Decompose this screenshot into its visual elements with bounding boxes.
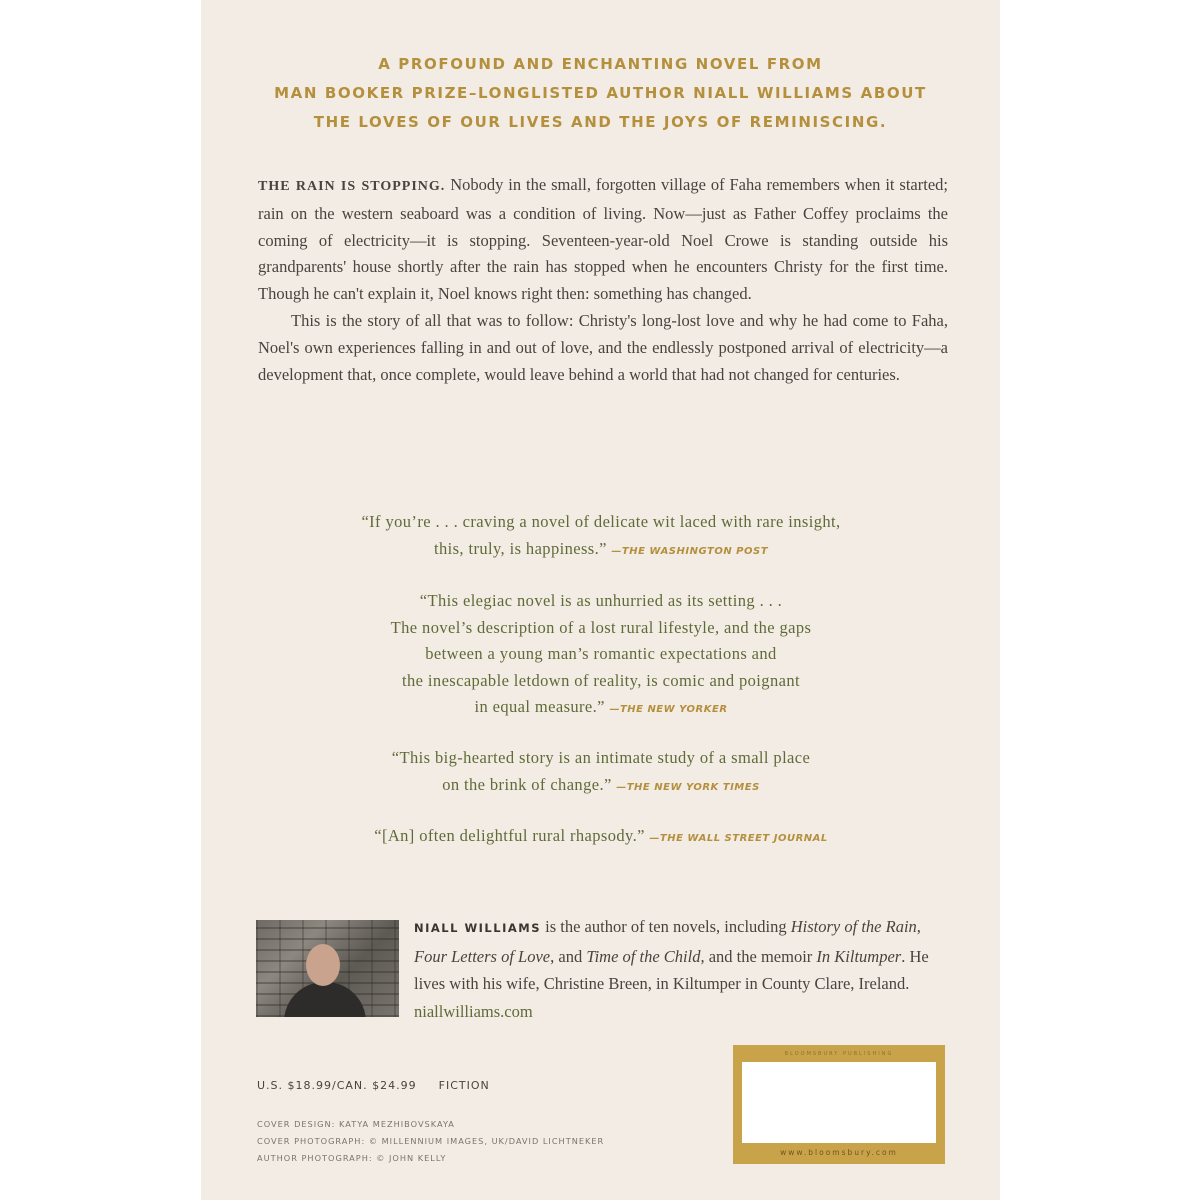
quote-source: —THE WALL STREET JOURNAL <box>649 833 828 844</box>
quote-line: “[An] often delightful rural rhapsody.” <box>374 826 645 845</box>
review-quote-washington-post <box>241 509 961 565</box>
quote-line: the inescapable letdown of reality, is comic and poignant <box>402 670 800 690</box>
book-title: History of the Rain <box>790 917 917 936</box>
headline-line: A PROFOUND AND ENCHANTING NOVEL FROM <box>378 55 823 73</box>
publisher-text: BLOOMSBURY PUBLISHING <box>784 1051 894 1057</box>
book-title: Time of the Child <box>586 946 701 966</box>
bio-text: , and <box>550 946 587 966</box>
book-title: In Kiltumper <box>816 946 902 966</box>
genre: FICTION <box>438 1079 490 1092</box>
book-title: Four Letters of Love <box>414 946 551 966</box>
author-bio <box>414 913 946 1025</box>
quote-line: The novel’s description of a lost rural lifestyle, and the gaps <box>390 617 812 637</box>
headline-line: THE LOVES OF OUR LIVES AND THE JOYS OF REMINISCING. <box>313 113 888 131</box>
credit-line: AUTHOR PHOTOGRAPH: © JOHN KELLY <box>257 1153 447 1164</box>
review-quote-new-yorker <box>241 588 961 724</box>
barcode-area <box>742 1062 936 1143</box>
bio-text: , and the memoir <box>700 946 817 966</box>
quote-line: “This big-hearted story is an intimate study of a small place <box>391 748 811 767</box>
review-quote-new-york-times <box>241 745 961 801</box>
author-figure-head <box>306 944 340 986</box>
synopsis-paragraph <box>258 172 948 308</box>
headline-line: MAN BOOKER PRIZE–LONGLISTED AUTHOR NIALL WILLIAMS ABOUT <box>274 84 927 102</box>
author-website-link[interactable]: niallwilliams.com <box>414 1001 533 1021</box>
quote-source: —THE NEW YORK TIMES <box>616 781 760 793</box>
barcode-box <box>733 1045 945 1164</box>
quote-line: between a young man’s romantic expectations and <box>425 644 777 663</box>
price: U.S. $18.99/CAN. $24.99 <box>257 1079 417 1092</box>
quote-line: in equal measure.” <box>474 697 605 716</box>
author-name: NIALL WILLIAMS <box>414 921 541 935</box>
author-photo <box>256 920 399 1017</box>
synopsis-text: Nobody in the small, forgotten village of Faha remembers when it started; rain on the western seaboard was a condition of living. Now—just as Father Coffey proclaims the coming of electricity—it is stopping. Seventeen-year-old Noel Crowe is standing outside his grandparents' house shortly after the rain has stopped when he encounters Christy for the first time. Though he can't explain it, Noel knows right then: something has changed. <box>258 175 948 304</box>
bio-text: . He lives with his wife, Christine Breen, in Kiltumper in County Clare, Ireland. <box>414 946 929 993</box>
book-back-cover <box>201 0 1000 1200</box>
quote-line: “This elegiac novel is as unhurried as its setting . . . <box>419 591 783 610</box>
quote-line: this, truly, is happiness.” <box>433 538 607 558</box>
quote-source: —THE NEW YORKER <box>609 704 728 715</box>
synopsis-lead: THE RAIN IS STOPPING. <box>258 179 446 194</box>
bio-text: , <box>916 917 921 936</box>
quote-line: on the brink of change.” <box>442 774 612 794</box>
synopsis <box>258 172 948 388</box>
quote-line: “If you’re . . . craving a novel of delicate wit laced with rare insight, <box>361 512 841 531</box>
review-quote-wall-street-journal <box>241 823 961 853</box>
quote-source: —THE WASHINGTON POST <box>611 545 769 557</box>
publisher-url: www.bloomsbury.com <box>780 1148 898 1157</box>
credit-line: COVER DESIGN: KATYA MEZHIBOVSKAYA <box>257 1119 455 1129</box>
credit-line: COVER PHOTOGRAPH: © MILLENNIUM IMAGES, UK/DAVID LICHTNEKER <box>257 1136 605 1147</box>
bio-text: is the author of ten novels, including <box>541 917 791 936</box>
synopsis-paragraph-2: This is the story of all that was to follow: Christy's long-lost love and why he had come to Faha, Noel's own experiences falling in and out of love, and the endlessly postponed arrival of electricity—a development that, once complete, would leave behind a world that had not changed for centuries. <box>258 310 948 384</box>
design-credits <box>257 1116 604 1168</box>
headline <box>201 50 1000 137</box>
price-line <box>257 1079 490 1092</box>
